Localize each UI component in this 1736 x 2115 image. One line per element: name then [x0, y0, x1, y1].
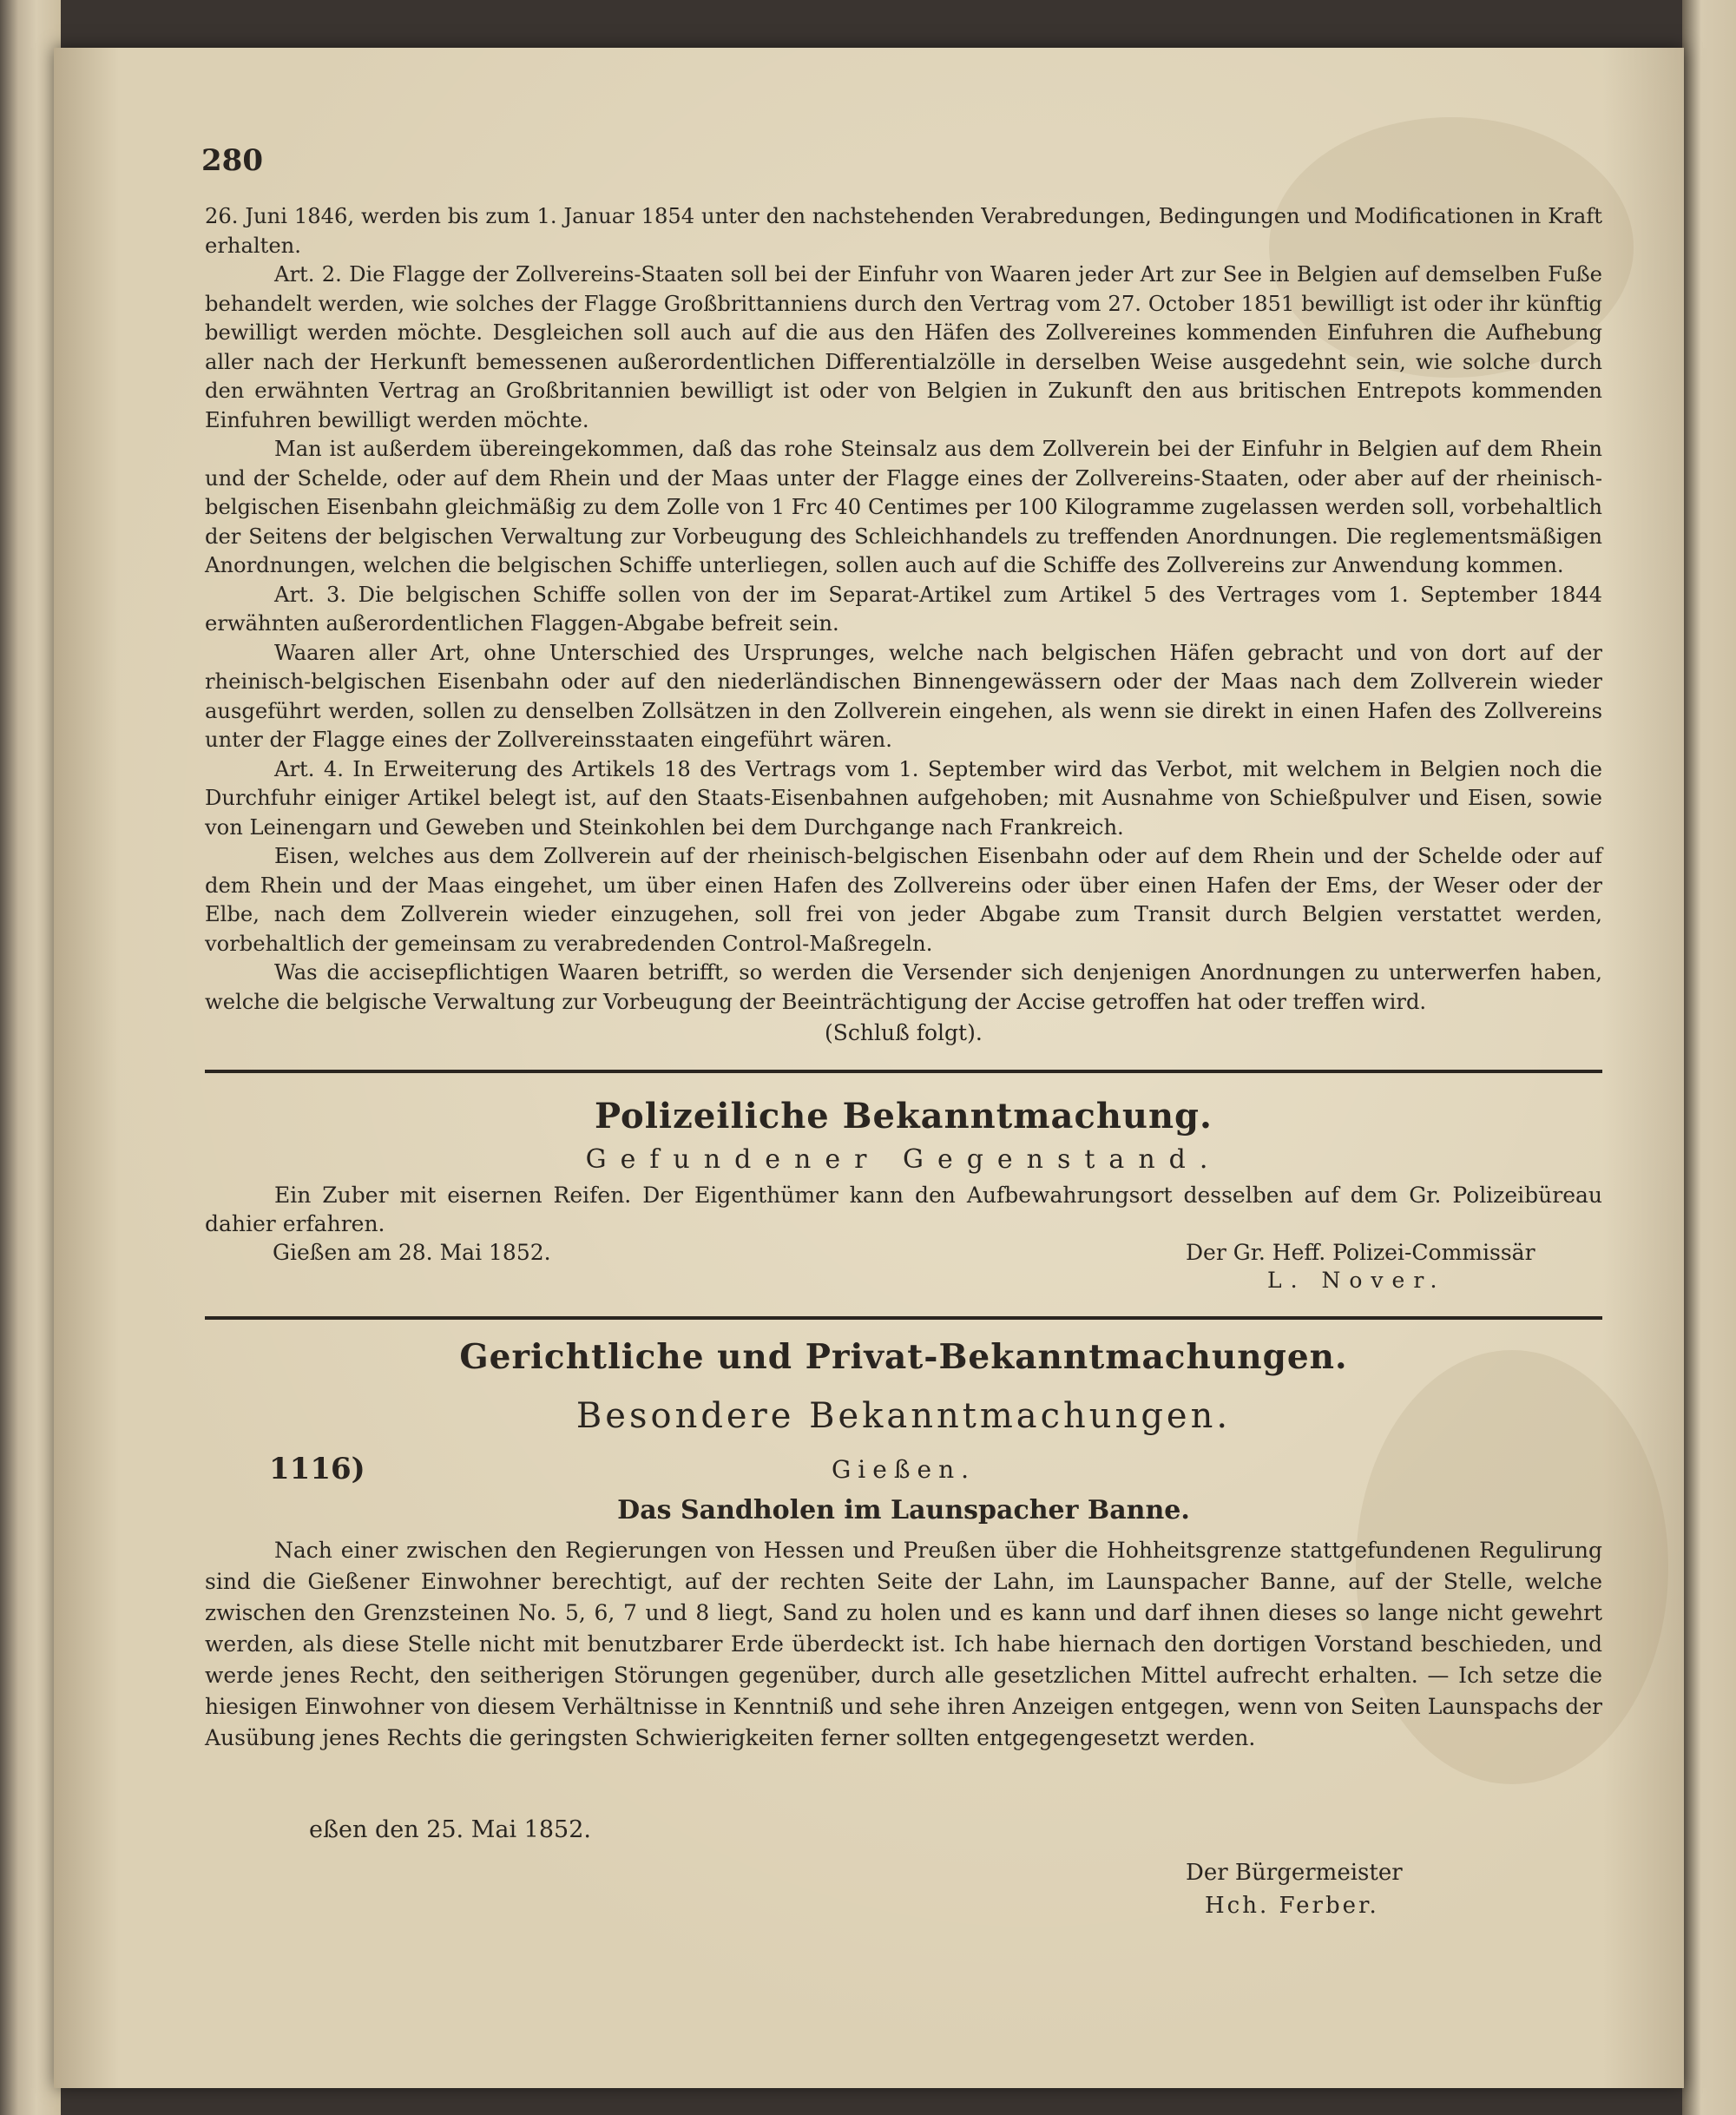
police-place-date: Gießen am 28. Mai 1852. [273, 1240, 551, 1265]
continued-note: (Schluß folgt). [825, 1020, 983, 1045]
paragraph: Waaren aller Art, ohne Unterschied des Ursprunges, welche nach belgischen Häfen gebracht und von dort auf der rheinisch-belgischen Eisenbahn oder auf den niederländischen Binnengewässern oder der Maas nach dem Zollverein wieder ausgeführt werden, sollen zu denselben Zollsätzen in den Zollverein eingehen, als wenn sie direkt in einen Hafen des Zollvereins unter der Flagge eines der Zollvereinsstaaten eingeführt wären. [205, 640, 1602, 752]
police-signature-title: Der Gr. Heff. Polizei-Commissär [1186, 1240, 1535, 1265]
book-edge-right [1682, 0, 1736, 2115]
entry-date: eßen den 25. Mai 1852. [309, 1816, 591, 1843]
paragraph: Art. 4. In Erweiterung des Artikels 18 des Vertrags vom 1. September wird das Verbot, mit welchem in Belgien noch die Durchfuhr einiger Artikel belegt ist, auf den Staats-Eisenbahnen aufgehoben; mit Ausnahme von Schießpulver und Eisen, sowie von Leinengarn und Geweben und Steinkohlen bei dem Durchgange nach Frankreich. [205, 756, 1602, 840]
entry-signature-title: Der Bürgermeister [1186, 1860, 1403, 1886]
police-notice-title: Polizeiliche Bekanntmachung. [595, 1096, 1213, 1137]
paragraph: 26. Juni 1846, werden bis zum 1. Januar 1854 unter den nachstehenden Verabredungen, Bedingungen und Modificationen in Kraft erhalten. [205, 204, 1602, 258]
treaty-text [205, 202, 1602, 1017]
paragraph: Eisen, welches aus dem Zollverein auf der rheinisch-belgischen Eisenbahn oder auf dem Rhein und der Schelde oder auf dem Rhein und der Maas eingehet, um über einen Hafen des Zollvereins oder über einen Hafen der Ems, der Weser oder der Elbe, nach dem Zollverein wieder einzugehen, soll frei von jeder Abgabe zum Transit durch Belgien verstattet werden, vorbehaltlich der gemeinsam zu verabredenden Control-Maßregeln. [205, 844, 1602, 956]
police-notice-subtitle: Gefundener Gegenstand. [585, 1144, 1222, 1175]
paragraph: Art. 2. Die Flagge der Zollvereins-Staaten soll bei der Einfuhr von Waaren jeder Art zur See in Belgien auf demselben Fuße behandelt werden, wie solches der Flagge Großbrittanniens durch den Vertrag vom 27. October 1851 bewilligt ist oder ihr künftig bewilligt werden möchte. Desgleichen soll auch auf die aus den Häfen des Zollvereines kommenden Einfuhren die Aufhebung aller nach der Herkunft bemessenen außerordentlichen Differentialzölle in derselben Weise ausgedehnt sein, wie solche durch den erwähnten Vertrag an Großbritannien bewilligt ist oder von Belgien in Zukunft den aus britischen Entrepots kommenden Einfuhren bewilligt werden möchte. [205, 262, 1602, 432]
paragraph: Art. 3. Die belgischen Schiffe sollen von der im Separat-Artikel zum Artikel 5 des Vertrages vom 1. September 1844 erwähnten außerordentlichen Flaggen-Abgabe befreit sein. [205, 582, 1602, 636]
page-number: 280 [201, 143, 263, 178]
court-section-title: Gerichtliche und Privat-Bekanntmachungen. [459, 1337, 1348, 1377]
court-section-subtitle: Besondere Bekanntmachungen. [575, 1396, 1232, 1436]
paragraph: Was die accisepflichtigen Waaren betrifft, so werden die Versender sich denjenigen Anordnungen zu unterwerfen haben, welche die belgische Verwaltung zur Vorbeugung der Beeinträchtigung der Accise getroffen hat oder treffen wird. [205, 960, 1602, 1014]
entry-title: Das Sandholen im Launspacher Banne. [617, 1495, 1190, 1525]
section-divider [205, 1316, 1602, 1320]
book-edge-left [0, 0, 61, 2115]
police-notice-text: Ein Zuber mit eisernen Reifen. Der Eigenthümer kann den Aufbewahrungsort desselben auf dem Gr. Polizeibüreau dahier erfahren. [205, 1183, 1602, 1236]
section-divider [205, 1070, 1602, 1073]
entry-number: 1116) [269, 1452, 365, 1486]
entry-signature-name: Hch. Ferber. [1205, 1893, 1379, 1919]
paragraph: Man ist außerdem übereingekommen, daß das rohe Steinsalz aus dem Zollverein bei der Einfuhr in Belgien auf dem Rhein und der Schelde, oder auf dem Rhein und der Maas unter der Flagge eines der Zollvereins-Staaten, oder aber auf der rheinisch-belgischen Eisenbahn gleichmäßig zu dem Zolle von 1 Frc 40 Centimes per 100 Kilogramme zugelassen werden soll, vorbehaltlich der Seitens der belgischen Verwaltung zur Vorbeugung des Schleichhandels zu treffenden Anordnungen. Die reglementsmäßigen Anordnungen, welchen die belgischen Schiffe unterliegen, sollen auch auf die Schiffe des Zollvereins zur Anwendung kommen. [205, 437, 1602, 577]
police-signature-name: L. Nover. [1267, 1268, 1446, 1293]
entry-place: Gießen. [831, 1455, 976, 1484]
entry-text: Nach einer zwischen den Regierungen von Hessen und Preußen über die Hohheitsgrenze stattgefundenen Regulirung sind die Gießener Einwohner berechtigt, auf der rechten Seite der Lahn, im Launspacher Banne, auf der Stelle, welche zwischen den Grenzsteinen No. 5, 6, 7 und 8 liegt, Sand zu holen und es kann und darf ihnen dieses so lange nicht gewehrt werden, als diese Stelle nicht mit benutzbarer Erde überdeckt ist. Ich habe hiernach den dortigen Vorstand beschieden, und werde jenes Recht, den seitherigen Störungen gegenüber, durch alle gesetzlichen Mittel aufrecht erhalten. — Ich setze die hiesigen Einwohner von diesem Verhältnisse in Kenntniß und sehe ihren Anzeigen entgegen, wenn von Seiten Launspachs der Ausübung jenes Rechts die geringsten Schwierigkeiten ferner sollten entgegengesetzt werden. [205, 1538, 1602, 1750]
